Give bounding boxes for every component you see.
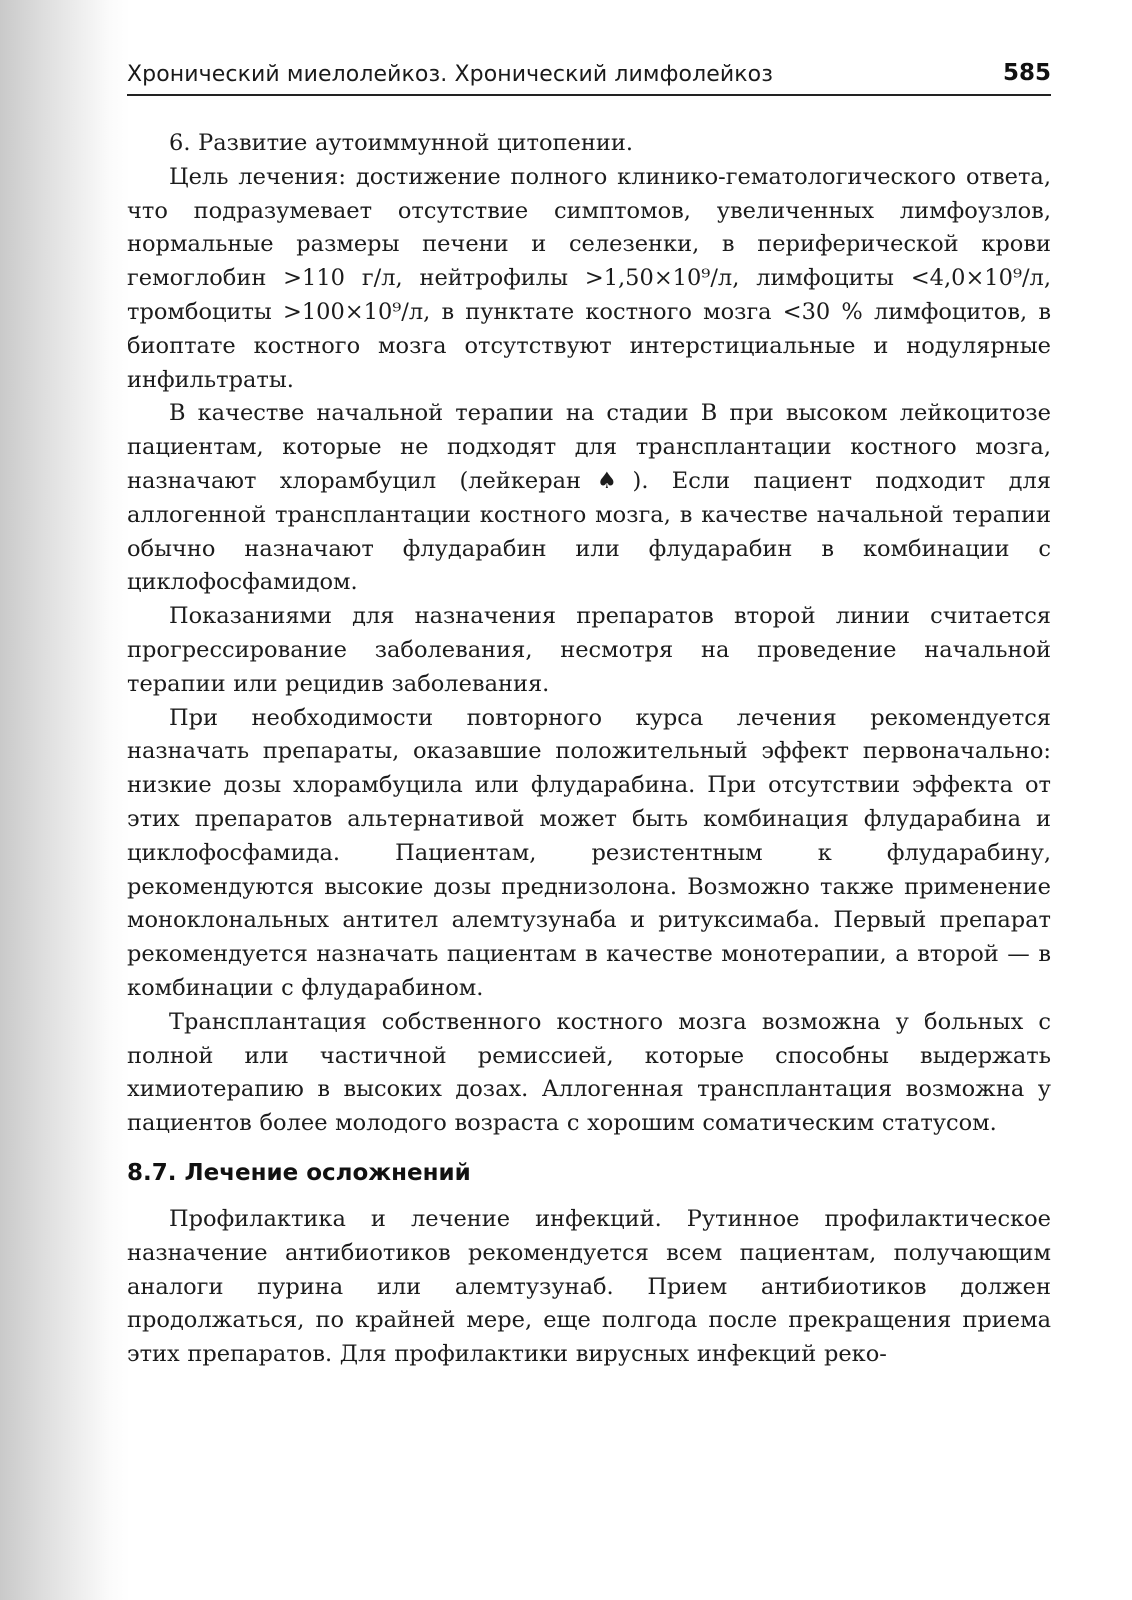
section-heading: 8.7. Лечение осложнений: [127, 1159, 471, 1186]
paragraph-treatment-goal: Цель лечения: достижение полного клинико-гематологического ответа, что подразумевает отсутствие симптомов, увеличенных лимфоузлов, нормальные размеры печени и селезенки, в периферической крови гемоглобин >110 г/л, нейтрофилы >1,50×10⁹/л, лимфоциты <4,0×10⁹/л, тромбоциты >100×10⁹/л, в пунктате костного мозга <30 % лимфоцитов, в биоптате костного мозга отсутствуют интерстициальные и нодулярные инфильтраты.: [127, 163, 1051, 393]
page-number: 585: [1002, 60, 1051, 86]
paragraph-initial-therapy: В качестве начальной терапии на стадии В при высоком лейкоцитозе пациентам, которые не подходят для трансплантации костного мозга, назначают хлорамбуцил (лейкеран♠). Если пациент подходит для аллогенной трансплантации костного мозга, в качестве начальной терапии обычно назначают флударабин или флударабин в комбинации с циклофосфамидом.: [127, 400, 1051, 596]
page-header: [127, 58, 1051, 96]
running-title: Хронический миелолейкоз. Хронический лимфолейкоз: [127, 62, 774, 87]
paragraph-infections: Профилактика и лечение инфекций. Рутинное профилактическое назначение антибиотиков рекомендуется всем пациентам, получающим аналоги пурина или алемтузунаб. Прием антибиотиков должен продолжаться, по крайней мере, еще полгода после прекращения приема этих препаратов. Для профилактики вирусных инфекций реко-: [127, 1205, 1051, 1368]
paragraph-list-item-6: 6. Развитие аутоиммунной цитопении.: [169, 130, 634, 156]
body-text: [127, 127, 1051, 1372]
paragraph-transplantation: Трансплантация собственного костного мозга возможна у больных с полной или частичной ремиссией, которые способны выдержать химиотерапию в высоких дозах. Аллогенная трансплантация возможна у пациентов более молодого возраста с хорошим соматическим статусом.: [127, 1008, 1051, 1137]
paragraph-second-line: Показаниями для назначения препаратов второй линии считается прогрессирование заболевания, несмотря на проведение начальной терапии или рецидив заболевания.: [127, 603, 1051, 697]
paragraph-repeat-course: При необходимости повторного курса лечения рекомендуется назначать препараты, оказавшие положительный эффект первоначально: низкие дозы хлорамбуцила или флударабина. При отсутствии эффекта от этих препаратов альтернативой может быть комбинация флударабина и циклофосфамида. Пациентам, резистентным к флударабину, рекомендуются высокие дозы преднизолона. Возможно также применение моноклональных антител алемтузунаба и ритуксимаба. Первый препарат рекомендуется назначать пациентам в качестве монотерапии, а второй — в комбинации с флударабином.: [127, 704, 1051, 1001]
